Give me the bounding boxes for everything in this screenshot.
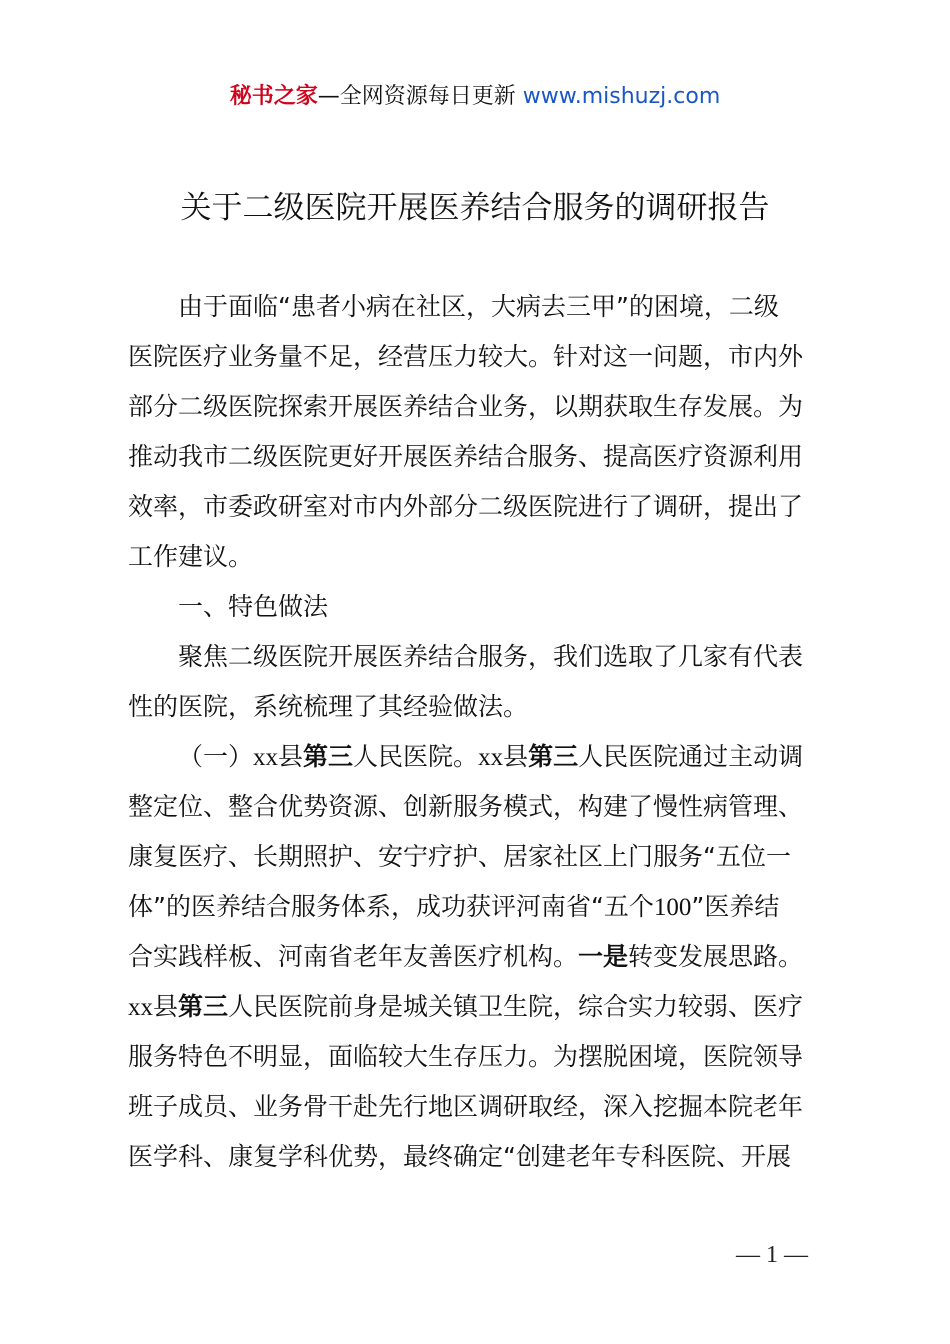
text-segment: xx bbox=[253, 744, 279, 771]
text-line: 服务特色不明显，面临较大生存压力。为摆脱困境，医院领导 bbox=[128, 1042, 804, 1071]
text-segment: 县 bbox=[503, 742, 529, 771]
text-segment: 转变发展思路。 bbox=[628, 942, 804, 971]
text-segment: 合实践样板、河南省老年友善医疗机构。 bbox=[128, 942, 579, 971]
text-segment: 体”的医养结合服务体系，成功获评河南省“五个 bbox=[128, 892, 654, 921]
bold-segment: 一是 bbox=[578, 942, 629, 971]
page-number: — 1 — bbox=[736, 1242, 808, 1268]
text-segment: （一） bbox=[178, 742, 254, 771]
site-url-link[interactable]: www.mishuzj.com bbox=[522, 84, 721, 109]
text-line bbox=[128, 732, 840, 782]
text-segment: 100 bbox=[653, 894, 692, 921]
text-segment: 县 bbox=[153, 992, 179, 1021]
document-title: 关于二级医院开展医养结合服务的调研报告 bbox=[180, 190, 770, 226]
text-line: 班子成员、业务骨干赴先行地区调研取经，深入挖掘本院老年 bbox=[128, 1092, 804, 1121]
text-segment: 人民医院通过主动调 bbox=[578, 742, 804, 771]
text-segment: 人民医院前身是城关镇卫生院，综合实力较弱、医疗 bbox=[228, 992, 804, 1021]
text-line: 康复医疗、长期照护、安宁疗护、居家社区上门服务“五位一 bbox=[128, 842, 791, 871]
text-line bbox=[128, 982, 840, 1032]
text-line bbox=[128, 882, 840, 932]
text-line: 医院医疗业务量不足，经营压力较大。针对这一问题，市内外 bbox=[128, 342, 804, 371]
text-line: 工作建议。 bbox=[128, 542, 254, 571]
site-brand: 秘书之家 bbox=[229, 84, 318, 109]
text-line: 部分二级医院探索开展医养结合业务，以期获取生存发展。为 bbox=[128, 392, 804, 421]
text-line: 推动我市二级医院更好开展医养结合服务、提高医疗资源利用 bbox=[128, 442, 804, 471]
text-line: 效率，市委政研室对市内外部分二级医院进行了调研，提出了 bbox=[128, 492, 804, 521]
text-line: 性的医院，系统梳理了其经验做法。 bbox=[128, 692, 529, 721]
bold-segment: 第三 bbox=[303, 742, 354, 771]
text-line: 整定位、整合优势资源、创新服务模式，构建了慢性病管理、 bbox=[128, 792, 804, 821]
text-line: 由于面临“患者小病在社区，大病去三甲”的困境，二级 bbox=[178, 292, 779, 321]
text-segment: ”医养结 bbox=[691, 892, 780, 921]
text-segment: 人民医院。 bbox=[353, 742, 479, 771]
bold-segment: 第三 bbox=[178, 992, 229, 1021]
site-banner bbox=[0, 82, 950, 112]
section-heading: 一、特色做法 bbox=[178, 592, 329, 621]
bold-segment: 第三 bbox=[528, 742, 579, 771]
text-line bbox=[128, 932, 840, 982]
text-segment: xx bbox=[478, 744, 504, 771]
text-line: 医学科、康复学科优势，最终确定“创建老年专科医院、开展 bbox=[128, 1142, 791, 1171]
text-segment: xx bbox=[128, 994, 153, 1021]
text-line: 聚焦二级医院开展医养结合服务，我们选取了几家有代表 bbox=[178, 642, 804, 671]
text-segment: 县 bbox=[278, 742, 304, 771]
document-body bbox=[128, 282, 840, 1182]
site-slogan: —全网资源每日更新 bbox=[317, 84, 516, 109]
